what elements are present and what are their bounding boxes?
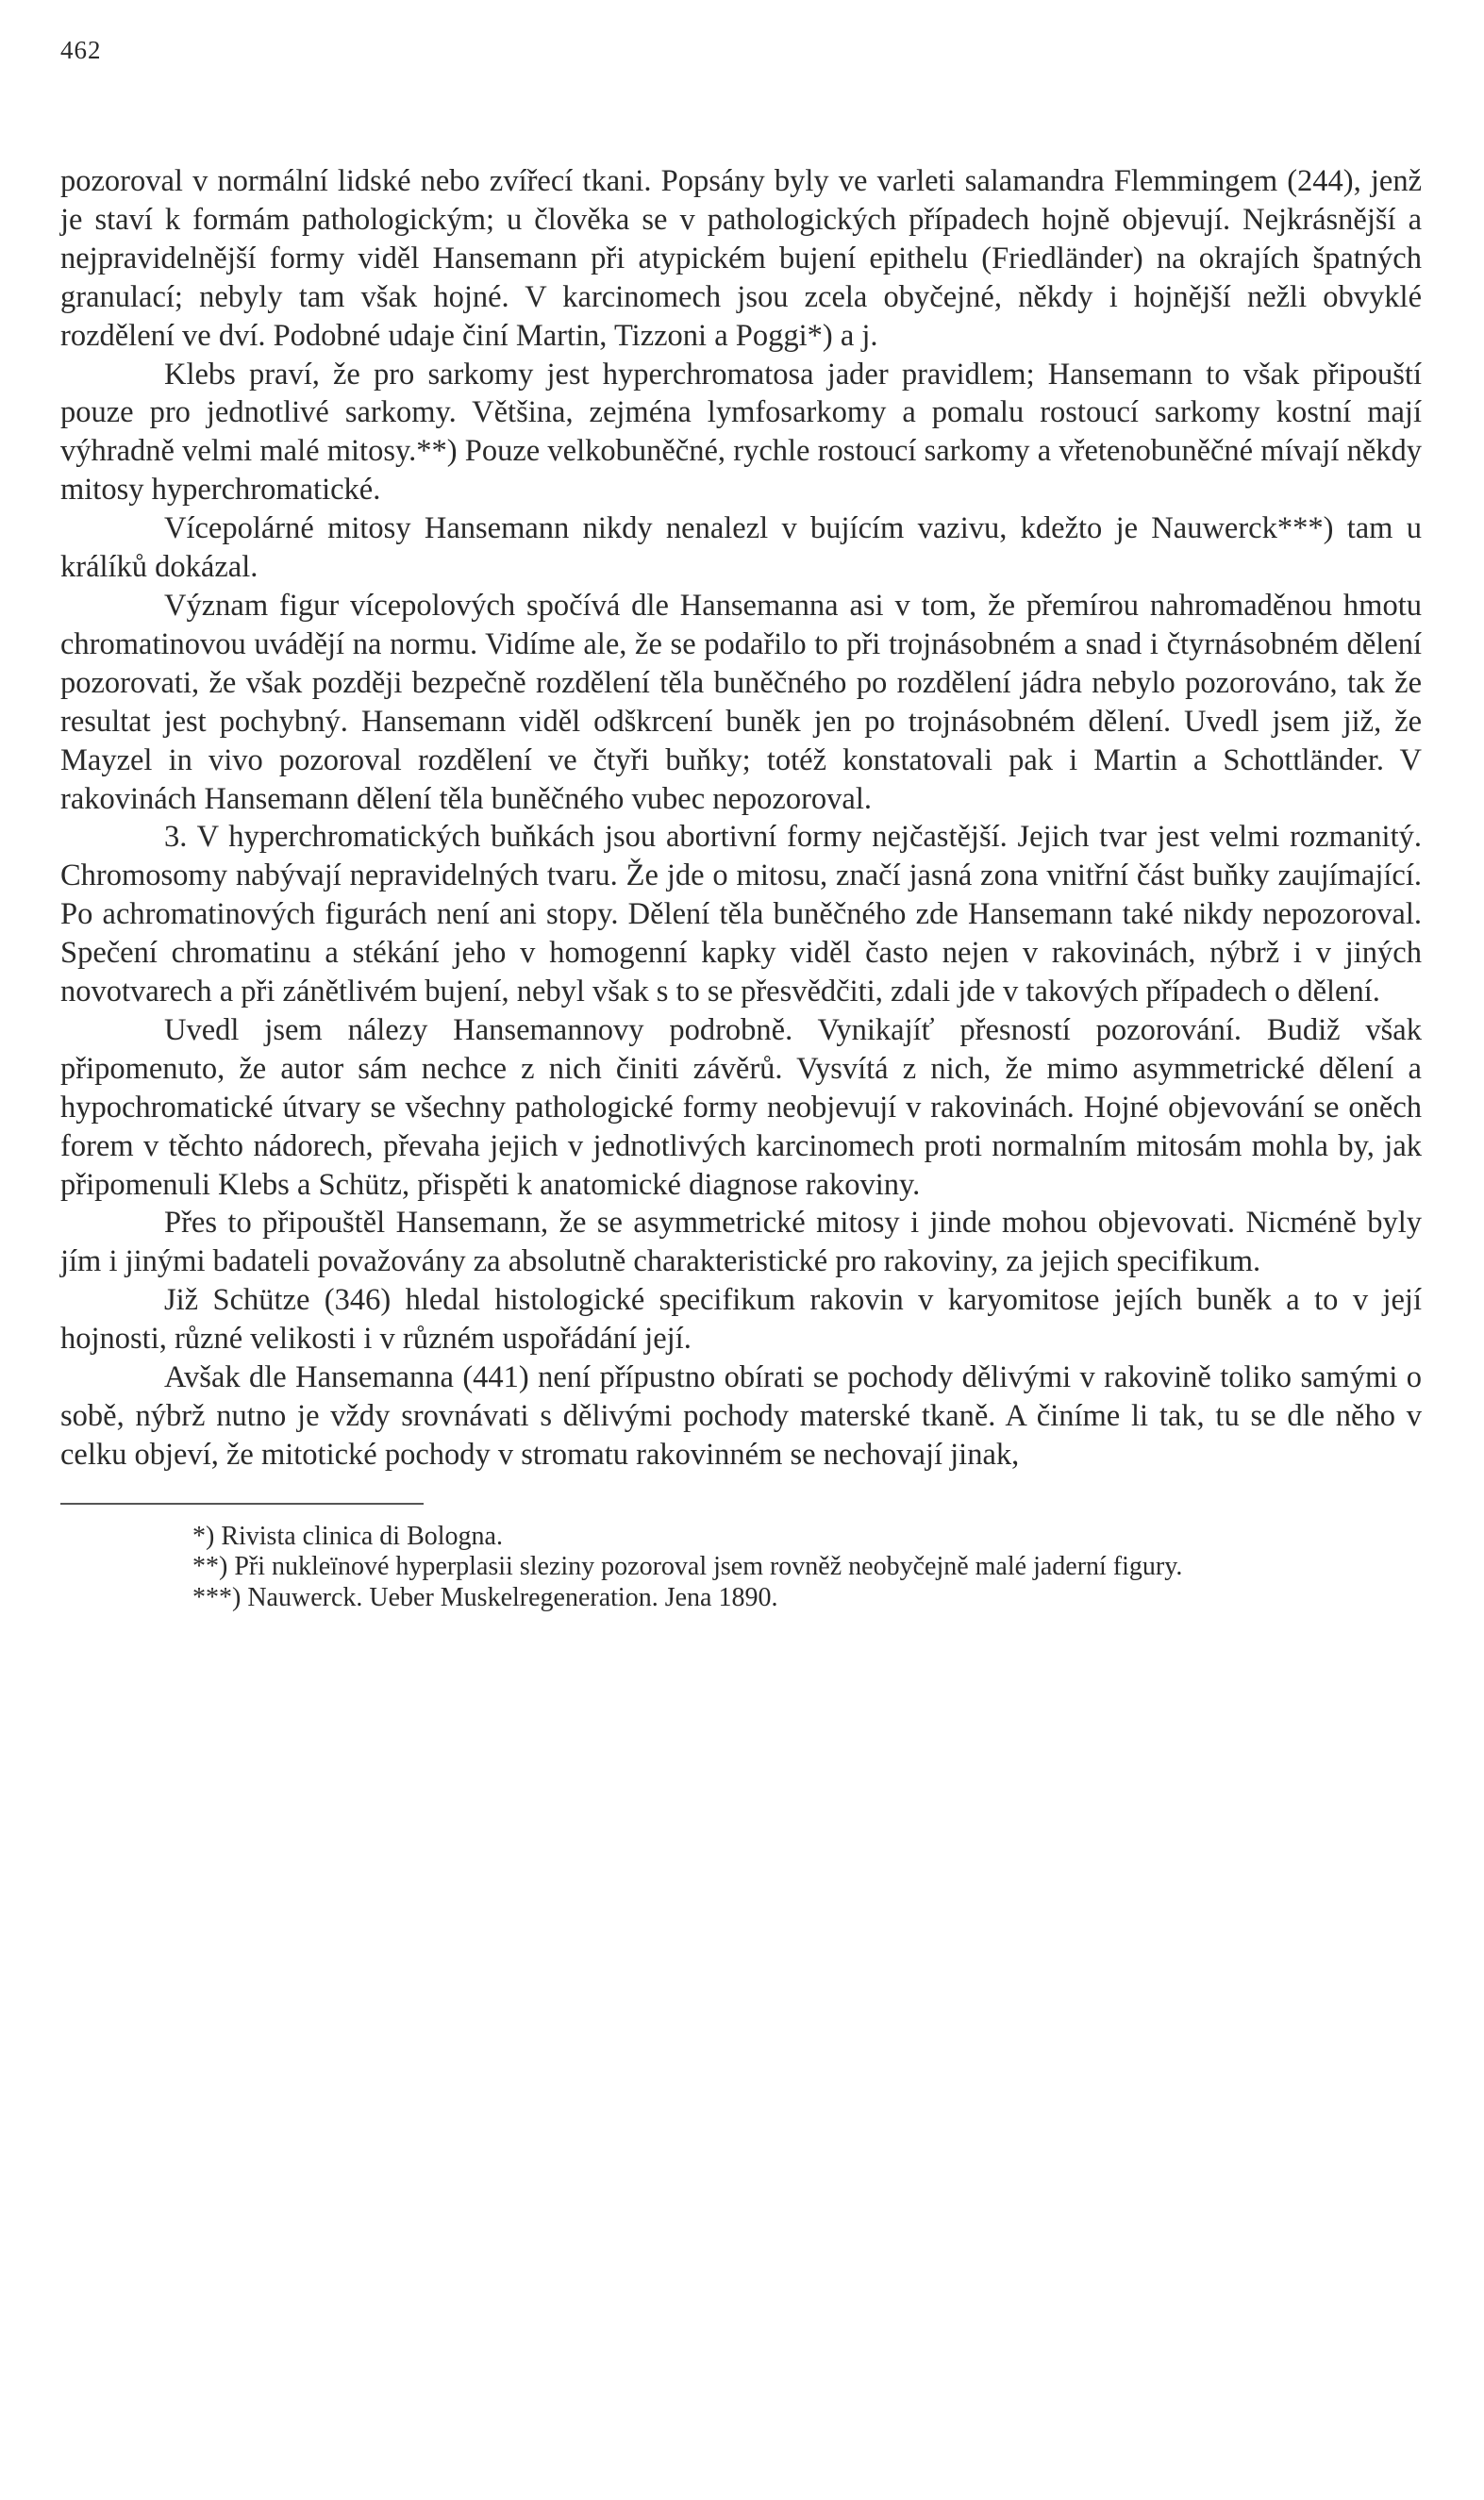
paragraph-6: Uvedl jsem nálezy Hansemannovy podrobně. Vynikajíť přesností pozorování. Budiž však připomenuto, že autor sám nechce z nich činiti závěrů. Vysvítá z nich, že mimo asymmetrické dělení a hypochromatické útvary se všechny pathologické formy neobjevují v rakovinách. Hojné objevování se oněch forem v těchto nádorech, převaha jejich v jednotlivých karcinomech proti normalním mitosám mohla by, jak připomenuli Klebs a Schütz, přispěti k anatomické diagnose rakoviny. xyxy=(60,1012,1422,1202)
paragraph-7: Přes to připouštěl Hansemann, že se asymmetrické mitosy i jinde mohou objevovati. Nicméně byly jím i jinými badateli považovány za absolutně charakteristické pro rakoviny, za jejich specifikum. xyxy=(60,1206,1422,1279)
page-number: 462 xyxy=(60,36,102,64)
paragraph-9: Avšak dle Hansemanna (441) není přípustno obírati se pochody dělivými v rakovině toliko samými o sobě, nýbrž nutno je vždy srovnávati s dělivými pochody materské tkaně. A činíme li tak, tu se dle něho v celku objeví, že mitotické pochody v stromatu rakovinném se nechovají jinak, xyxy=(60,1360,1422,1472)
footnote-3: ***) Nauwerck. Ueber Muskelregeneration. Jena 1890. xyxy=(192,1582,778,1612)
footnote-divider xyxy=(60,1503,424,1505)
paragraph-8: Již Schütze (346) hledal histologické specifikum rakovin v karyomitose jejích buněk a to v její hojnosti, různé velikosti i v různém uspořádání její. xyxy=(60,1283,1422,1357)
body-text xyxy=(60,162,1422,1475)
paragraph-2: Klebs praví, že pro sarkomy jest hyperchromatosa jader pravidlem; Hansemann to však připouští pouze pro jednotlivé sarkomy. Většina, zejména lymfosarkomy a pomalu rostoucí sarkomy kostní mají výhradně velmi malé mitosy.**) Pouze velkobuněčné, rychle rostoucí sarkomy a vřetenobuněčné mívají někdy mitosy hyperchromatické. xyxy=(60,357,1422,508)
footnotes xyxy=(60,1522,1422,1614)
footnote-1: *) Rivista clinica di Bologna. xyxy=(192,1521,503,1551)
footnote-2: **) Při nukleïnové hyperplasii sleziny pozoroval jsem rovněž neobyčejně malé jaderní figury. xyxy=(192,1552,1183,1582)
paragraph-5: 3. V hyperchromatických buňkách jsou abortivní formy nejčastější. Jejich tvar jest velmi rozmanitý. Chromosomy nabývají nepravidelných tvaru. Že jde o mitosu, značí jasná zona vnitřní část buňky zaujímající. Po achromatinových figurách není ani stopy. Dělení těla buněčného zde Hansemann také nikdy nepozoroval. Spečení chromatinu a stékání jeho v homogenní kapky viděl často nejen v rakovinách, nýbrž i v jiných novotvarech a při zánětlivém bujení, nebyl však s to se přesvědčiti, zdali jde v takových případech o dělení. xyxy=(60,820,1422,1009)
paragraph-3: Vícepolárné mitosy Hansemann nikdy nenalezl v bujícím vazivu, kdežto je Nauwerck***) tam u králíků dokázal. xyxy=(60,511,1422,585)
paragraph-1: pozoroval v normální lidské nebo zvířecí tkani. Popsány byly ve varleti salamandra Flemmingem (244), jenž je staví k formám pathologickým; u člověka se v pathologických případech hojně objevují. Nejkrásnější a nejpravidelnější formy viděl Hansemann při atypickém bujení epithelu (Friedländer) na okrajích špatných granulací; nebyly tam však hojné. V karcinomech jsou zcela obyčejné, někdy i hojnější nežli obvyklé rozdělení ve dví. Podobné udaje činí Martin, Tizzoni a Poggi*) a j. xyxy=(60,164,1422,353)
paragraph-4: Význam figur vícepolových spočívá dle Hansemanna asi v tom, že přemírou nahromaděnou hmotu chromatinovou uvádějí na normu. Vidíme ale, že se podařilo to při trojnásobném a snad i čtyrnásobném dělení pozorovati, že však později bezpečně rozdělení těla buněčného po rozdělení jádra nebylo pozorováno, tak že resultat jest pochybný. Hansemann viděl odškrcení buněk jen po trojnásobném dělení. Uvedl jsem již, že Mayzel in vivo pozoroval rozdělení ve čtyři buňky; totéž konstatovali pak i Martin a Schottländer. V rakovinách Hansemann dělení těla buněčného vubec nepozoroval. xyxy=(60,588,1422,816)
